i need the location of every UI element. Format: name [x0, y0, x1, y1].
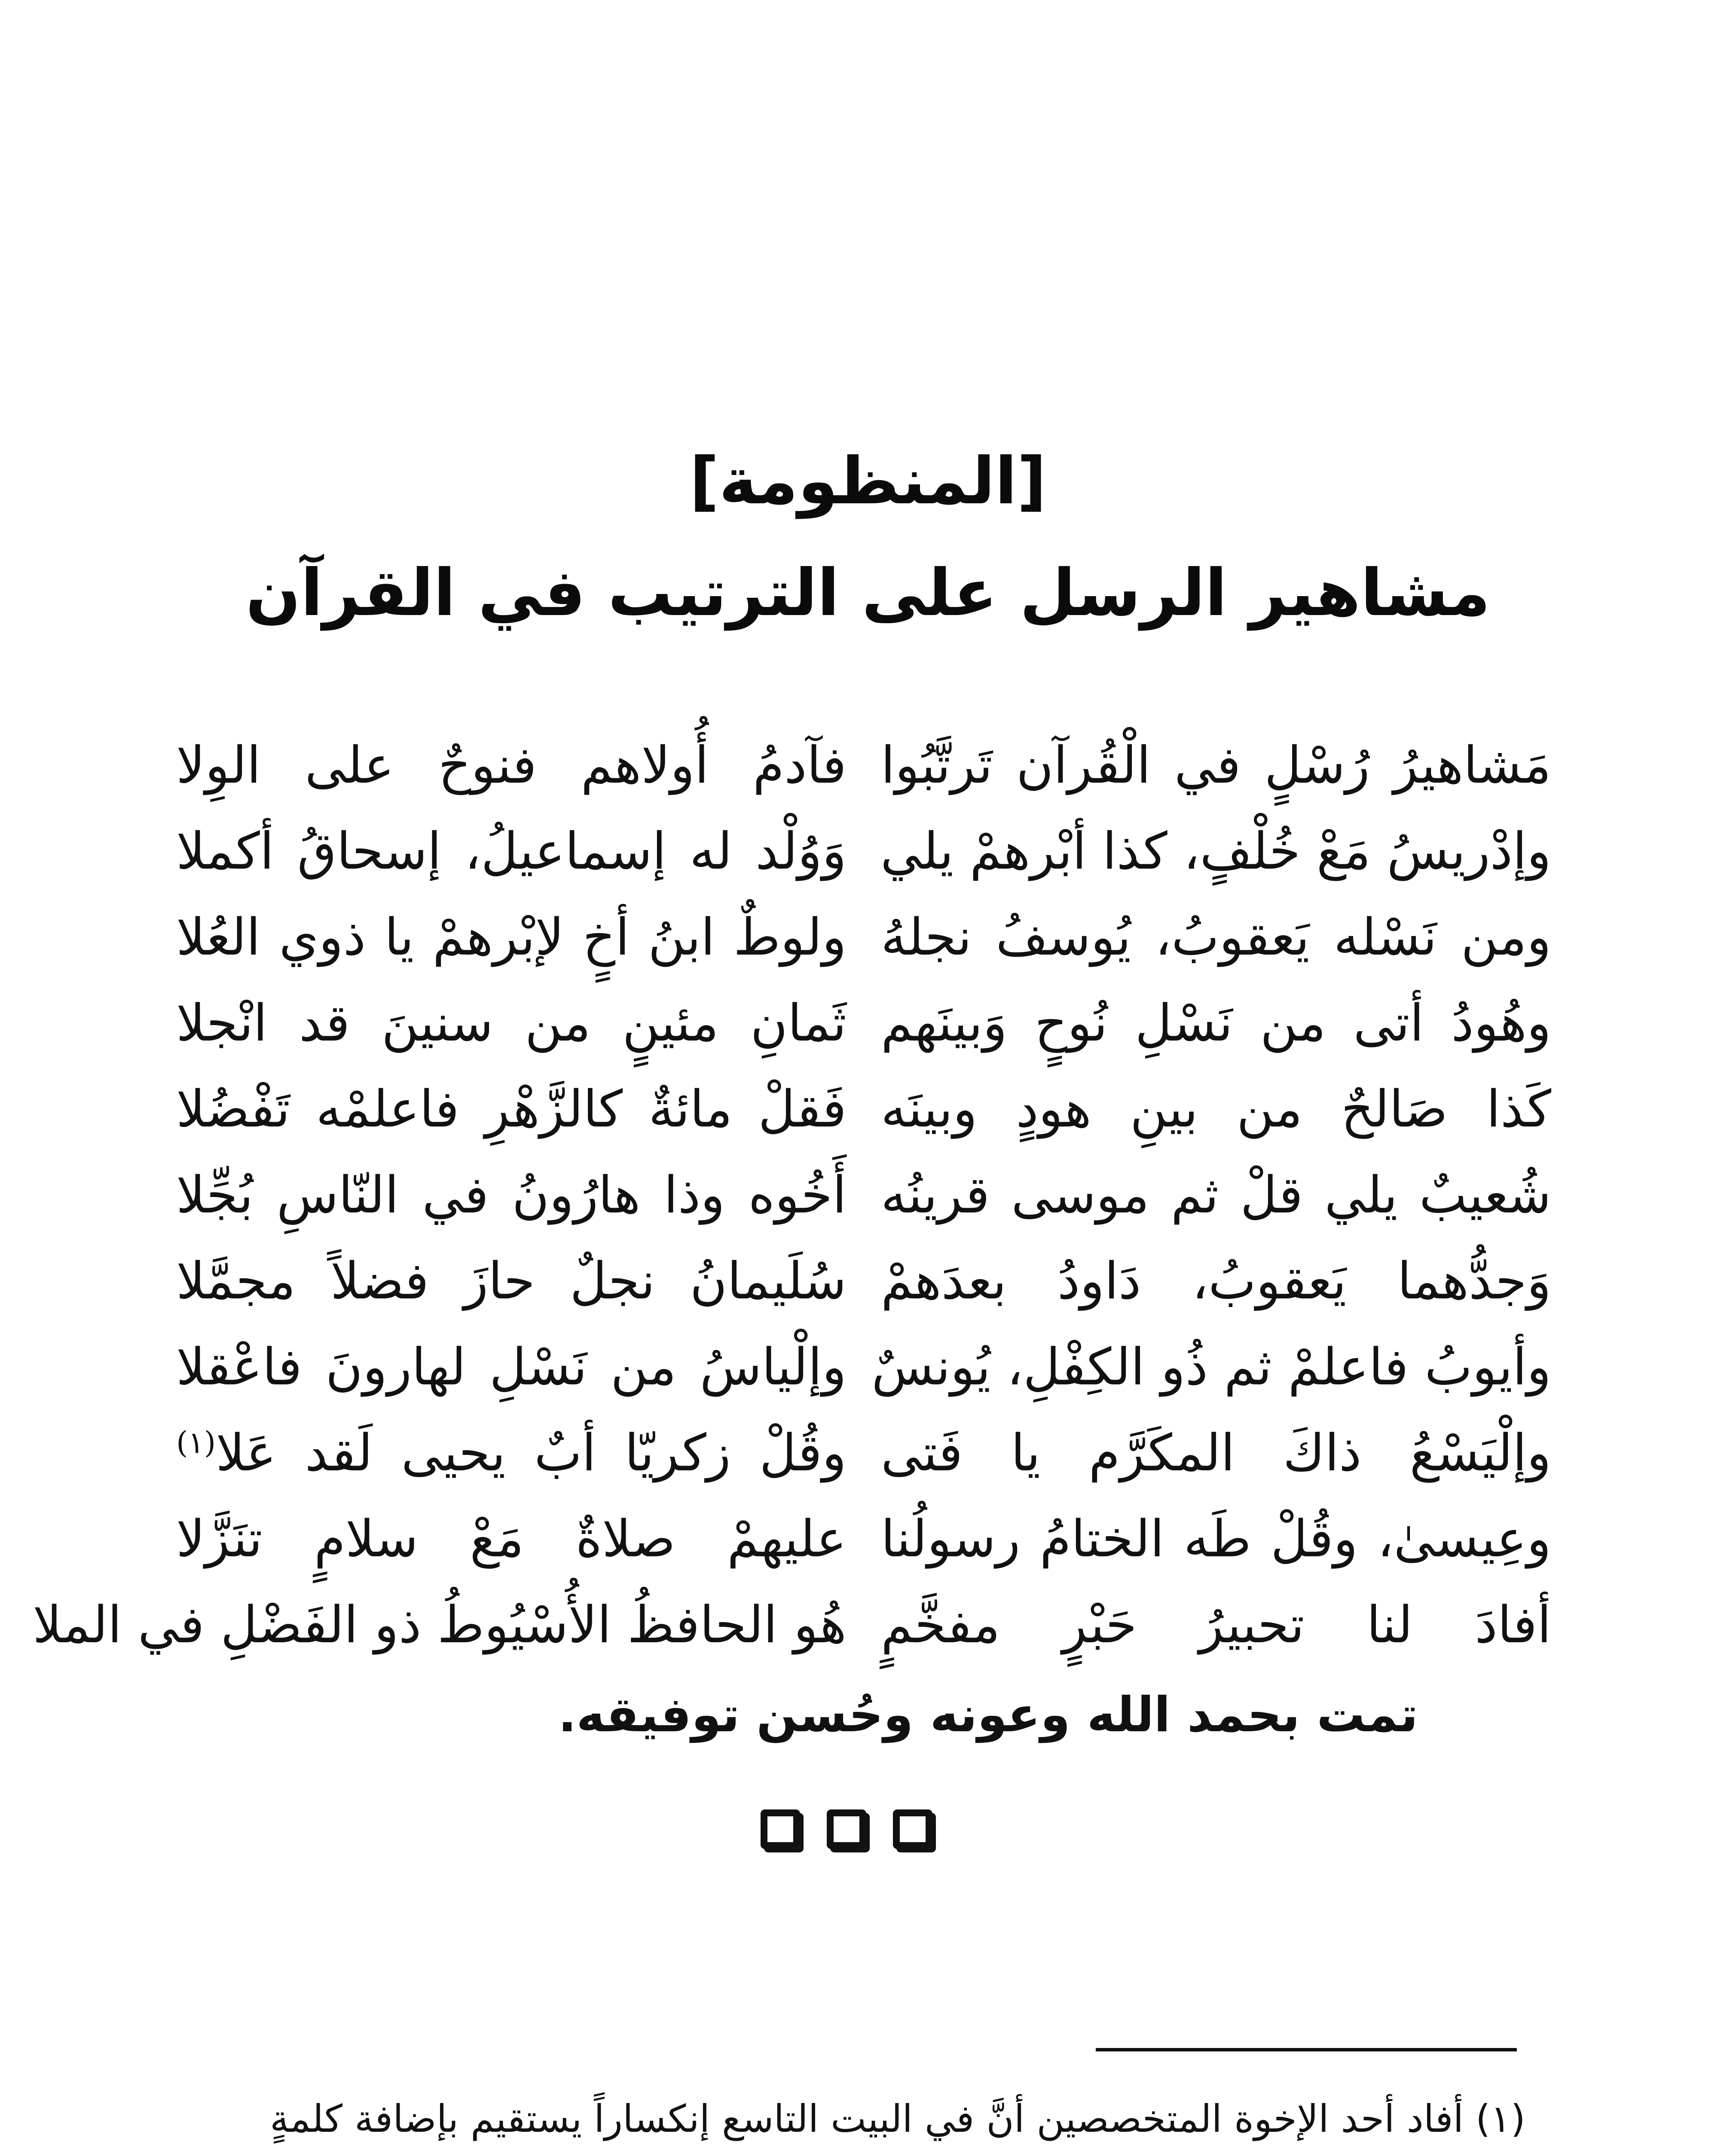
verse-first-hemistich: ومن نَسْله يَعقوبُ، يُوسفُ نجلهُ: [881, 907, 1551, 967]
poem-verse: [176, 722, 1551, 808]
poem: [33, 722, 1551, 1668]
verse-second-hemistich: ثَمانِ مئينٍ من سنينَ قد انْجلا: [176, 993, 847, 1053]
page-subtitle: مشاهير الرسل على الترتيب في القرآن: [245, 556, 1491, 631]
verse-first-hemistich: وإلْيَسْعُ ذاكَ المكَرَّم يا فَتى: [881, 1423, 1551, 1482]
poem-verse: [176, 1324, 1551, 1410]
verse-first-hemistich: مَشاهيرُ رُسْلٍ في الْقُرآن تَرتَّبُوا: [881, 735, 1551, 795]
square-ornament-icon: [761, 1809, 800, 1849]
verse-first-hemistich: كَذا صَالحٌ من بينِ هودٍ وبينَه: [881, 1079, 1551, 1139]
closing-line: تمت بحمد الله وعونه وحُسن توفيقه.: [558, 1687, 1418, 1743]
verse-first-hemistich: وَجدُّهما يَعقوبُ، دَاودُ بعدَهمْ: [881, 1251, 1551, 1310]
verse-second-hemistich: سُلَيمانُ نجلٌ حازَ فضلاً مجمَّلا: [176, 1251, 847, 1310]
verse-first-hemistich: أفادَ لنا تحبيرُ حَبْرٍ مفخَّمٍ: [881, 1595, 1551, 1654]
poem-verse: [176, 1066, 1551, 1152]
footnote-divider: [1096, 2048, 1517, 2051]
verse-second-hemistich: وإلْياسُ من نَسْلِ لهارونَ فاعْقلا: [176, 1337, 847, 1396]
poem-verse: [176, 980, 1551, 1066]
verse-second-hemistich: فآدمُ أُولاهم فنوحٌ على الوِلا: [176, 735, 847, 795]
verse-second-hemistich: وَوُلْد له إسماعيلُ، إسحاقُ أكملا: [176, 821, 847, 881]
verse-second-hemistich: [176, 1410, 847, 1496]
verse-first-hemistich: وهُودُ أتى من نَسْلِ نُوحٍ وَبينَهم: [881, 993, 1551, 1053]
footnote-line: (١) أفاد أحد الإخوة المتخصصين أنَّ في البيت التاسع إنكساراً يستقيم بإضافة كلمةٍ: [269, 2097, 1525, 2141]
poem-verse: [176, 808, 1551, 894]
poem-verse: [176, 1238, 1551, 1324]
page-title: [المنظومة]: [689, 444, 1047, 519]
square-ornament-icon: [893, 1809, 932, 1849]
verse-first-hemistich: شُعيبٌ يلي قلْ ثم موسى قرينُه: [881, 1165, 1551, 1225]
poem-verse: [176, 1152, 1551, 1238]
verse-second-hemistich: عليهمْ صلاةٌ مَعْ سلامٍ تنَزَّلا: [176, 1509, 847, 1568]
verse-second-hemistich: ولوطٌ ابنُ أخٍ لإبْرهمْ يا ذوي العُلا: [176, 907, 847, 967]
poem-verse: [33, 1582, 1551, 1668]
verse-second-text: وقُلْ زكريّا أبٌ يحيى لَقد عَلا: [216, 1423, 847, 1482]
section-end-ornament: [761, 1809, 932, 1857]
poem-verse: [176, 1410, 1551, 1496]
footnote-marker[interactable]: (١): [176, 1425, 216, 1460]
verse-first-hemistich: وأيوبُ فاعلمْ ثم ذُو الكِفْلِ، يُونسٌ: [871, 1337, 1551, 1396]
square-ornament-icon: [827, 1809, 866, 1849]
verse-first-hemistich: وإدْريسُ مَعْ خُلْفٍ، كذا أبْرهمْ يلي: [880, 821, 1551, 881]
verse-second-hemistich: أَخُوه وذا هارُونُ في النّاسِ بُجِّلا: [176, 1165, 847, 1225]
verse-first-hemistich: وعِيسىٰ، وقُلْ طَه الختامُ رسولُنا: [881, 1509, 1551, 1568]
verse-second-hemistich: فَقلْ مائةٌ كالزَّهْرِ فاعلمْه تَفْضُلا: [176, 1079, 847, 1139]
poem-verse: [176, 1496, 1551, 1582]
verse-second-hemistich: هُو الحافظُ الأُسْيُوطُ ذو الفَضْلِ في الملا: [33, 1595, 847, 1654]
poem-verse: [176, 894, 1551, 980]
